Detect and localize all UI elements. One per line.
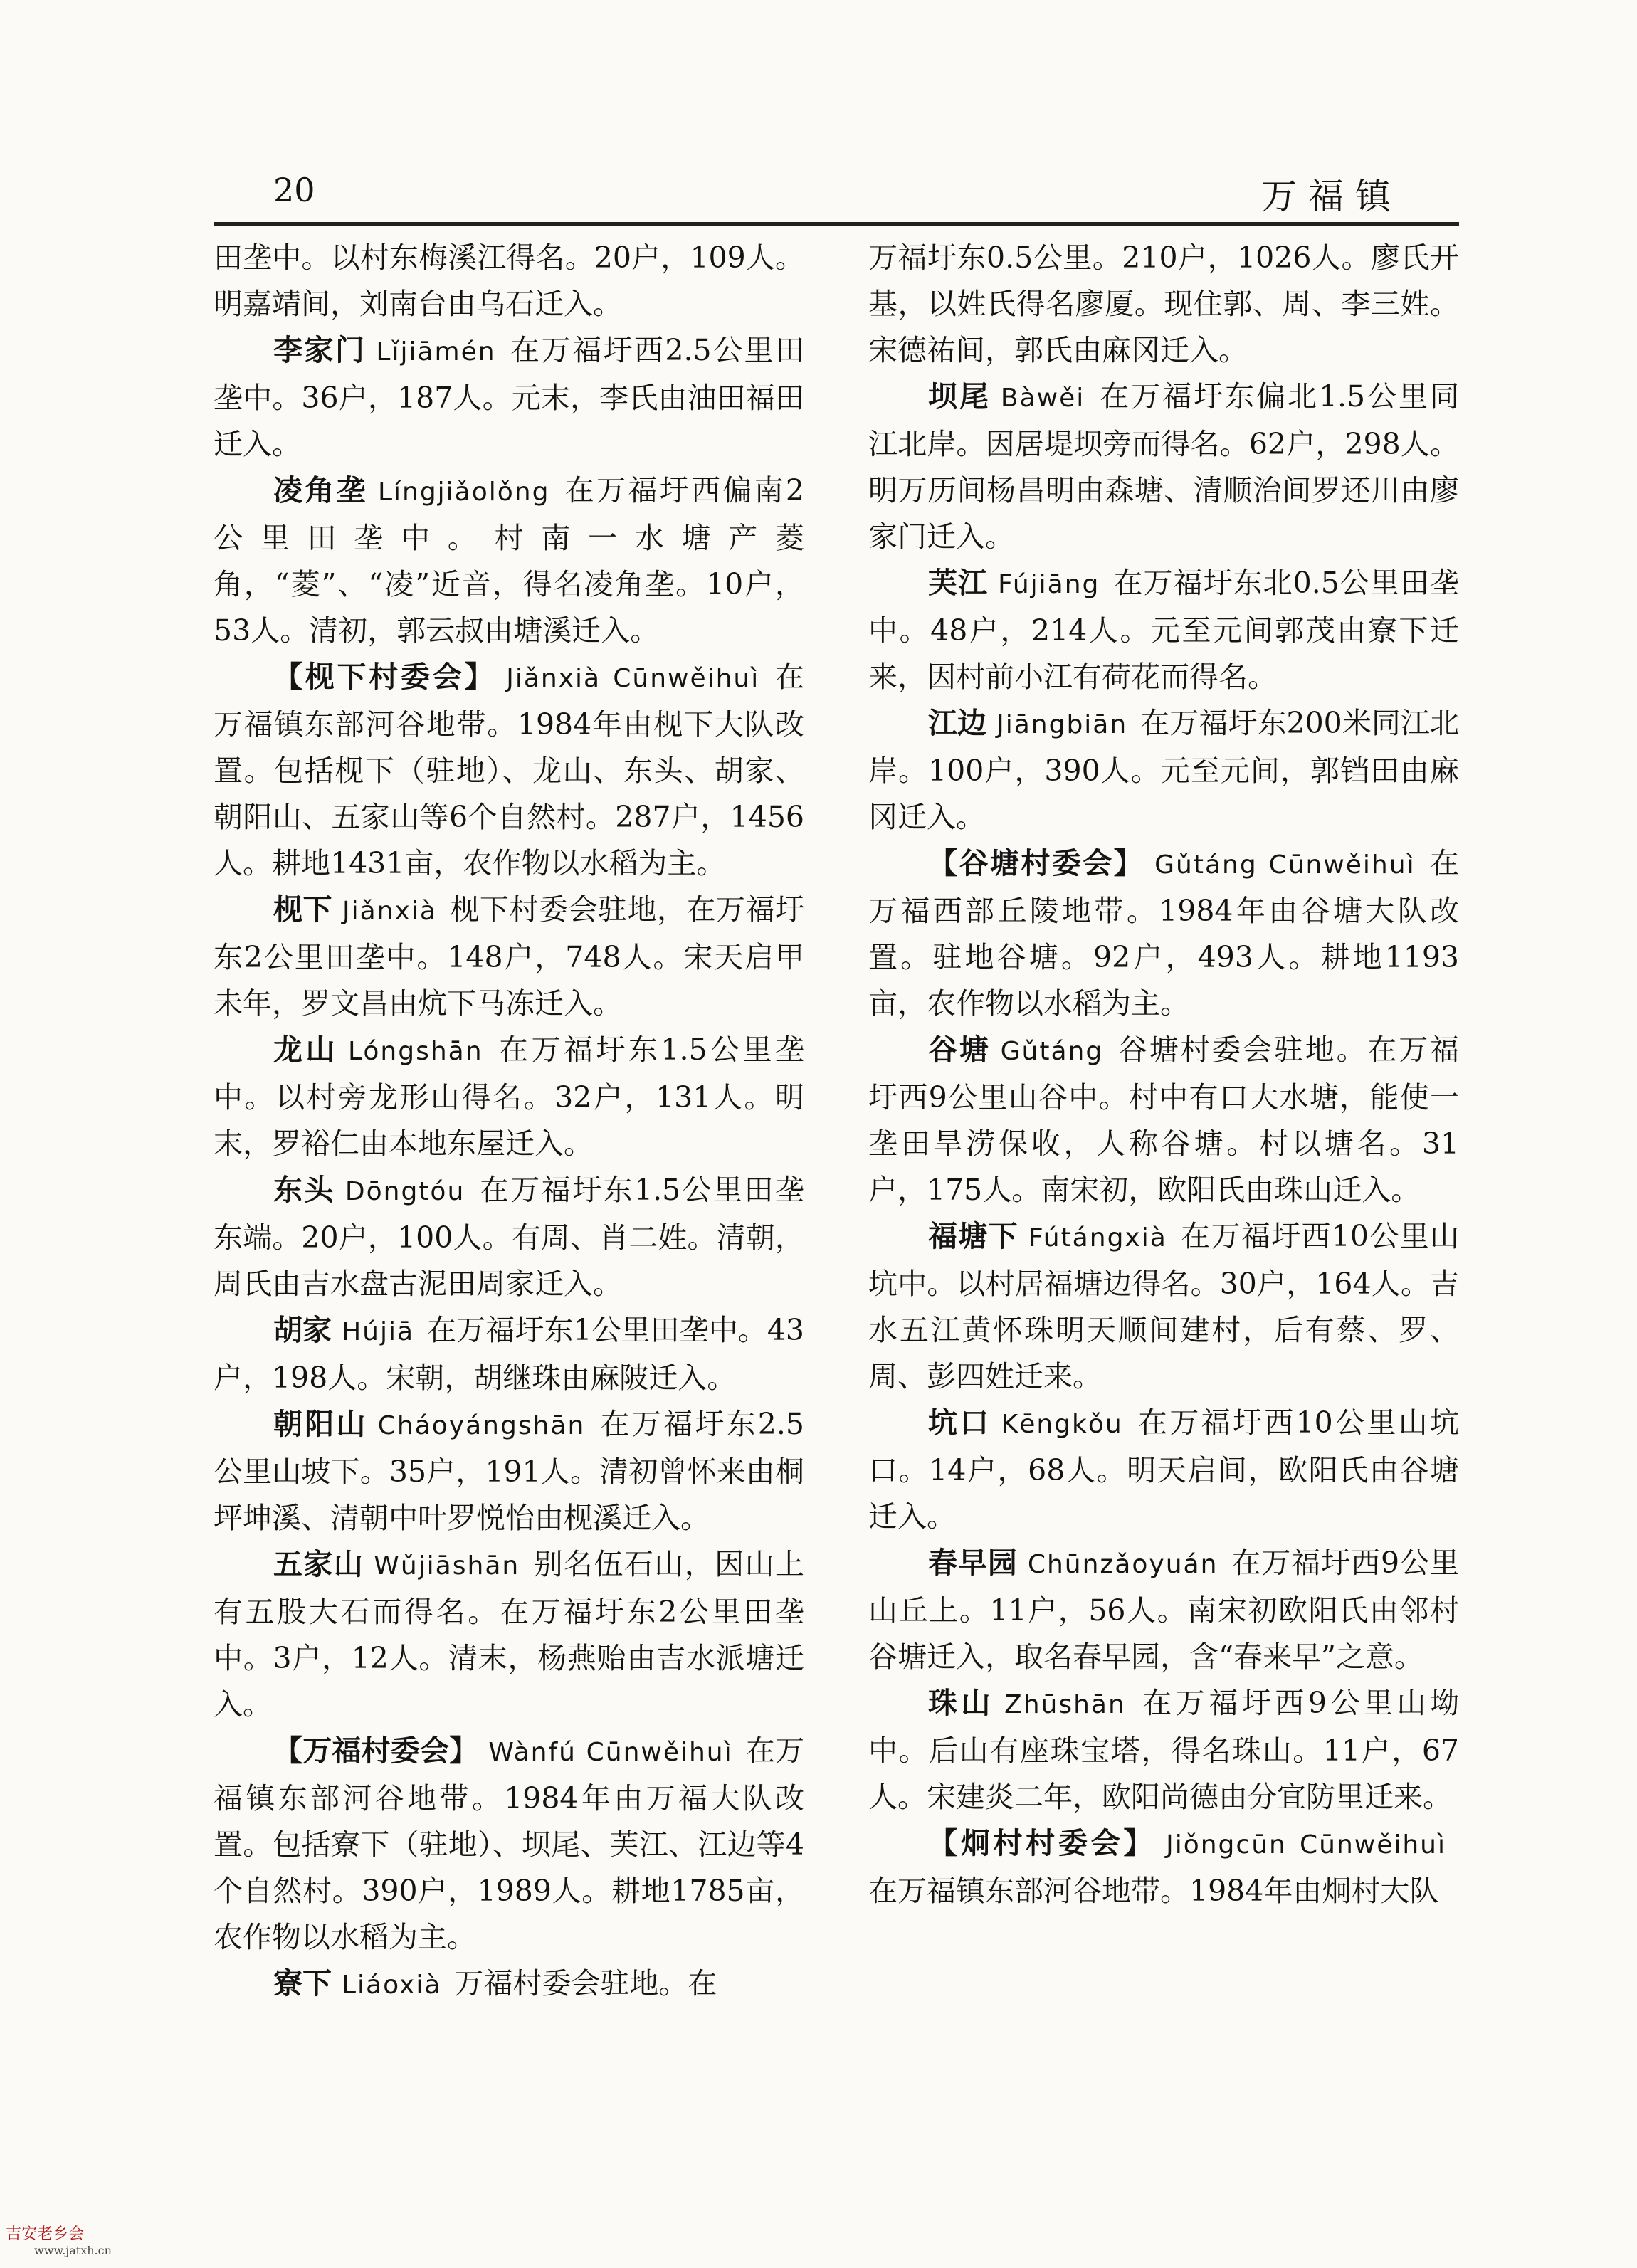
entry-name: 五家山 xyxy=(273,1547,364,1581)
entry-text: 在万福镇东部河谷地带。1984年由枧下大队改置。包括枧下（驻地）、龙山、东头、胡家、朝阳山、五家山等6个自然村。287户，1456人。耕地1431亩，农作物以水稻为主。 xyxy=(214,660,805,880)
entry-lijiamen xyxy=(214,327,804,468)
entry-name: 谷塘 xyxy=(928,1033,991,1067)
watermark-url: www.jatxh.cn xyxy=(34,2244,112,2257)
entry-pinyin: Wǔjiāshān xyxy=(374,1551,520,1581)
entry-text: 在万福圩东北0.5公里田垄中。48户，214人。元至元间郭茂由寮下迁来，因村前小江有荷花而得名。 xyxy=(868,566,1460,694)
entry-jianxia-committee xyxy=(214,654,804,887)
header-rule xyxy=(214,222,1459,226)
entry-text: 别名伍石山，因山上有五股大石而得名。在万福圩东2公里田垄中。3户，12人。清末，杨燕贻由吉水派塘迁入。 xyxy=(214,1547,804,1721)
entry-chunzaoyuan xyxy=(868,1540,1459,1680)
entry-name: 江边 xyxy=(928,706,987,740)
entry-text: 谷塘村委会驻地。在万福圩西9公里山谷中。村中有口大水塘，能使一垄田旱涝保收，人称谷塘。村以塘名。31户，175人。南宋初，欧阳氏由珠山迁入。 xyxy=(868,1033,1460,1207)
entry-pinyin: Wànfú Cūnwěihuì xyxy=(488,1738,733,1767)
entry-pinyin: Jiǒngcūn Cūnwěihuì xyxy=(1166,1830,1446,1860)
entry-name: 【枧下村委会】 xyxy=(273,660,497,694)
entry-text: 在万福圩东1.5公里垄中。以村旁龙形山得名。32户，131人。明末，罗裕仁由本地东屋迁入。 xyxy=(214,1033,805,1161)
entry-name: 福塘下 xyxy=(928,1219,1019,1253)
entry-text: 在万福圩西偏南2公里田垄中。村南一水塘产菱角，“菱”、“凌”近音，得名凌角垄。10户，53人。清初，郭云叔由塘溪迁入。 xyxy=(214,473,805,648)
entry-lingjiaolong xyxy=(214,468,804,654)
entry-fujiang xyxy=(868,560,1459,700)
entry-pinyin: Liáoxià xyxy=(342,1971,442,2000)
entry-chaoyangshan xyxy=(214,1401,804,1541)
entry-text: 在万福圩西2.5公里田垄中。36户，187人。元末，李氏由油田福田迁入。 xyxy=(214,333,805,461)
section-title: 万福镇 xyxy=(1261,176,1402,217)
entry-wanfu-committee xyxy=(214,1728,804,1961)
entry-pinyin: Jiāngbiān xyxy=(996,710,1128,739)
site-watermark xyxy=(6,2222,112,2257)
entry-name: 枧下 xyxy=(273,892,333,927)
entry-text: 枧下村委会驻地，在万福圩东2公里田垄中。148户，748人。宋天启甲未年，罗文昌由炕下马冻迁入。 xyxy=(214,892,805,1020)
entry-jianxia xyxy=(214,887,804,1027)
entry-pinyin: Bàwěi xyxy=(1000,384,1085,413)
right-column xyxy=(868,235,1459,1914)
entry-pinyin: Zhūshān xyxy=(1004,1690,1126,1719)
entry-pinyin: Fútángxià xyxy=(1028,1223,1167,1252)
entry-pinyin: Língjiǎolǒng xyxy=(377,478,550,507)
entry-name: 坑口 xyxy=(928,1405,991,1440)
entry-name: 李家门 xyxy=(273,333,367,367)
entry-name: 珠山 xyxy=(928,1686,995,1720)
entry-text: 在万福圩东200米同江北岸。100户，390人。元至元间，郭铛田由麻冈迁入。 xyxy=(868,706,1459,834)
entry-zhushan xyxy=(868,1680,1459,1820)
entry-name: 胡家 xyxy=(273,1313,332,1347)
entry-pinyin: Lǐjiāmén xyxy=(376,337,496,366)
entry-bawei xyxy=(868,374,1459,560)
entry-gutang-committee xyxy=(868,840,1459,1027)
entry-text: 在万福圩西10公里山坑中。以村居福塘边得名。30户，164人。吉水五江黄怀珠明天顺间建村，后有蔡、罗、周、彭四姓迁来。 xyxy=(868,1219,1459,1393)
entry-text: 在万福圩西9公里山坳中。后山有座珠宝塔，得名珠山。11户，67人。宋建炎二年，欧阳尚德由分宜防里迁来。 xyxy=(868,1686,1459,1814)
entry-name: 坝尾 xyxy=(928,379,991,413)
entry-pinyin: Hújiā xyxy=(342,1317,415,1346)
entry-text: 在万福圩东1公里田垄中。43户，198人。宋朝，胡继珠由麻陂迁入。 xyxy=(214,1313,804,1395)
entry-dongtou xyxy=(214,1167,804,1307)
entry-name: 朝阳山 xyxy=(273,1407,368,1441)
entry-pinyin: Kēngkǒu xyxy=(1001,1410,1123,1439)
page-number: 20 xyxy=(273,171,315,209)
entry-text: 在万福镇东部河谷地带。1984年由炯村大队 xyxy=(868,1874,1439,1908)
entry-name: 龙山 xyxy=(273,1033,338,1067)
entry-jiongcun-committee xyxy=(868,1820,1459,1914)
entry-text: 在万福圩西9公里山丘上。11户，56人。南宋初欧阳氏由邻村谷塘迁入，取名春早园，含“春来早”之意。 xyxy=(868,1546,1460,1674)
entry-pinyin: Gǔtáng xyxy=(1000,1037,1104,1066)
entry-text: 在万福圩东偏北1.5公里同江北岸。因居堤坝旁而得名。62户，298人。明万历间杨昌明由森塘、清顺治间罗还川由廖家门迁入。 xyxy=(868,379,1460,554)
entry-name: 凌角垄 xyxy=(273,473,368,507)
entry-pinyin: Dōngtóu xyxy=(344,1177,465,1206)
entry-name: 芙江 xyxy=(928,566,989,600)
entry-kengkou xyxy=(868,1400,1459,1540)
entry-pinyin: Lóngshān xyxy=(347,1037,483,1066)
entry-text: 在万福圩东1.5公里田垄东端。20户，100人。有周、肖二姓。清朝，周氏由吉水盘古泥田周家迁入。 xyxy=(214,1173,805,1301)
entry-jiangbian xyxy=(868,700,1459,840)
entry-gutang xyxy=(868,1027,1459,1213)
entry-name: 【炯村村委会】 xyxy=(928,1826,1157,1860)
entry-text: 在万福镇东部河谷地带。1984年由万福大队改置。包括寮下（驻地）、坝尾、芙江、江边等4个自然村。390户，1989人。耕地1785亩，农作物以水稻为主。 xyxy=(214,1734,805,1954)
entry-name: 寮下 xyxy=(273,1966,332,2000)
entry-longshan xyxy=(214,1027,804,1167)
entry-text: 万福村委会驻地。在 xyxy=(454,1966,717,2000)
continued-paragraph: 田垄中。以村东梅溪江得名。20户，109人。明嘉靖间，刘南台由乌石迁入。 xyxy=(214,241,804,321)
watermark-logo-text: 吉安老乡会 xyxy=(6,2225,85,2243)
entry-futangxia xyxy=(868,1213,1459,1400)
continued-paragraph: 万福圩东0.5公里。210户，1026人。廖氏开基，以姓氏得名廖厦。现住郭、周、李三姓。宋德祐间，郭氏由麻冈迁入。 xyxy=(868,241,1459,367)
entry-name: 东头 xyxy=(273,1173,335,1207)
entry-pinyin: Cháoyángshān xyxy=(377,1411,586,1440)
entry-pinyin: Gǔtáng Cūnwěihuì xyxy=(1154,850,1416,880)
entry-pinyin: Jiǎnxià Cūnwěihuì xyxy=(506,664,760,693)
entry-name: 【万福村委会】 xyxy=(273,1734,479,1768)
entry-pinyin: Chūnzǎoyuán xyxy=(1027,1550,1218,1579)
entry-wujiashan xyxy=(214,1541,804,1728)
entry-pinyin: Jiǎnxià xyxy=(342,897,437,926)
entry-text: 在万福西部丘陵地带。1984年由谷塘大队改置。驻地谷塘。92户，493人。耕地1193亩，农作物以水稻为主。 xyxy=(868,846,1460,1020)
left-column xyxy=(214,235,804,2008)
entry-name: 春早园 xyxy=(928,1546,1018,1580)
entry-text: 在万福圩东2.5公里山坡下。35户，191人。清初曾怀来由桐坪坤溪、清朝中叶罗悦怡由枧溪迁入。 xyxy=(214,1407,805,1535)
entry-text: 在万福圩西10公里山坑口。14户，68人。明天启间，欧阳氏由谷塘迁入。 xyxy=(868,1405,1460,1534)
entry-pinyin: Fújiāng xyxy=(998,570,1100,599)
entry-liaoxia xyxy=(214,1961,804,2008)
entry-hujia xyxy=(214,1307,804,1401)
entry-name: 【谷塘村委会】 xyxy=(928,846,1145,880)
